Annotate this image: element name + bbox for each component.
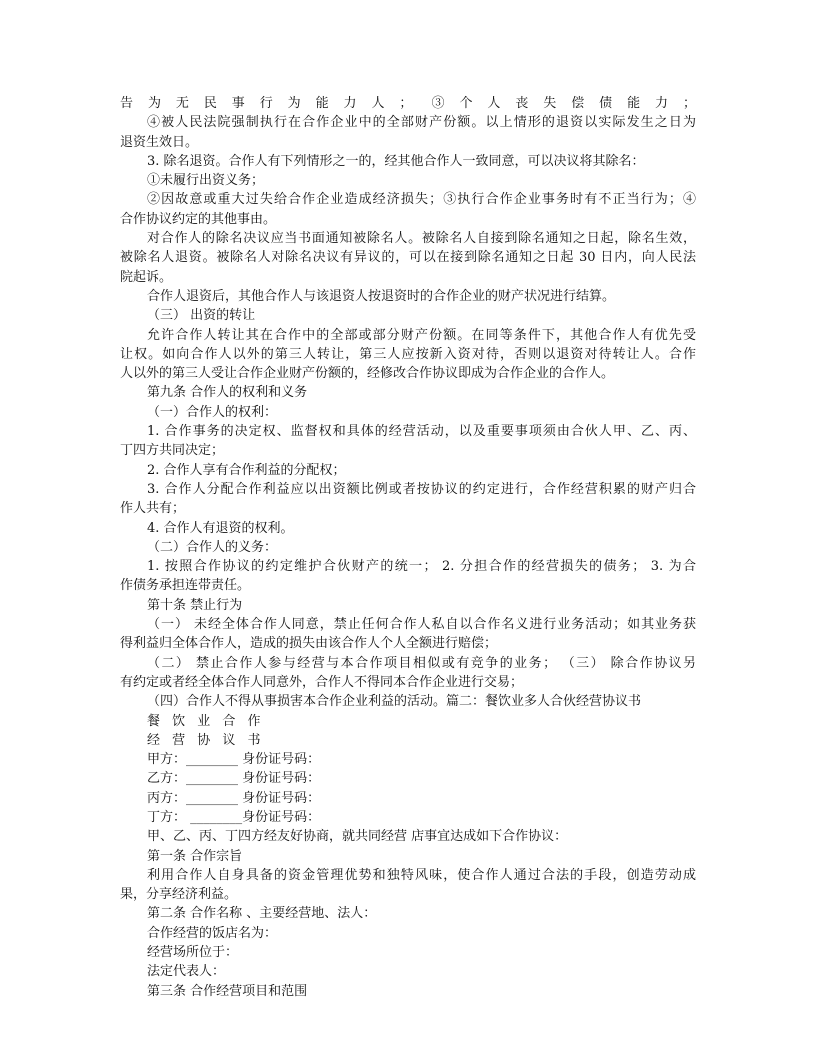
text-line: 4. 合作人有退资的权利。	[147, 520, 294, 536]
text-line: 有约定或者经全体合作人同意外，合作人不得同本合作企业进行交易；	[120, 674, 524, 690]
text-line: 合作协议约定的其他事由。	[120, 211, 277, 227]
document-page	[120, 94, 696, 1001]
text-line: 3. 除名退资。合作人有下列情形之一的，经其他合作人一致同意，可以决议将其除名：	[147, 153, 645, 169]
text-line: 被除名人退资。被除名人对除名决议有异议的，可以在接到除名通知之日起 30 日内，向人民法	[120, 250, 696, 266]
text-line: ④被人民法院强制执行在合作企业中的全部财产份额。以上情形的退资以实际发生之日为	[147, 115, 696, 131]
text-line: （一） 未经全体合作人同意，禁止任何合作人私自以合作名义进行业务活动；如其业务获	[147, 617, 696, 633]
party-line-a: 甲方：________ 身份证号码：	[147, 752, 321, 768]
text-line: 告为无民事行为能力人； ③个人丧失偿债能力；	[120, 96, 696, 111]
article-heading: 第十条 禁止行为	[147, 597, 243, 613]
text-line: 经营场所位于：	[147, 945, 239, 961]
text-line: （二） 禁止合作人参与经营与本合作项目相似或有竞争的业务； （三） 除合作协议另	[147, 655, 696, 671]
text-line: 退资生效日。	[120, 134, 199, 150]
text-line: 合作经营的饭店名为：	[147, 925, 278, 941]
text-line: 对合作人的除名决议应当书面通知被除名人。被除名人自接到除名通知之日起，除名生效，	[147, 231, 696, 247]
party-line-b: 乙方：________ 身份证号码：	[147, 771, 321, 787]
section-heading: （二）合作人的义务：	[147, 539, 278, 555]
article-heading: 第二条 合作名称 、主要经营地、法人：	[147, 906, 377, 922]
text-line: 院起诉。	[120, 269, 173, 285]
text-line: 1. 合作事务的决定权、监督权和具体的经营活动，以及重要事项须由合伙人甲、乙、丙、	[147, 424, 696, 440]
text-line: 丁四方共同决定；	[120, 443, 225, 459]
text-line: ②因故意或重大过失给合作企业造成经济损失；③执行合作企业事务时有不正当行为；④	[147, 192, 696, 208]
text-line: 允许合作人转让其在合作中的全部或部分财产份额。在同等条件下，其他合作人有优先受	[147, 327, 696, 343]
text-line: 3. 合作人分配合作利益应以出资额比例或者按协议的约定进行，合作经营积累的财产归合	[147, 481, 696, 497]
text-line: 作人共有；	[120, 501, 186, 517]
party-line-d: 丁方： ________身份证号码：	[147, 809, 321, 825]
text-line: 2. 合作人享有合作利益的分配权；	[147, 462, 346, 478]
text-line: 得利益归全体合作人，造成的损失由该合作人个人全额进行赔偿；	[120, 636, 498, 652]
text-line: （四）合作人不得从事损害本合作企业利益的活动。篇二：餐饮业多人合伙经营协议书	[147, 694, 642, 710]
text-line: ①未履行出资义务；	[147, 173, 265, 189]
text-line: 果，分享经济利益。	[120, 887, 238, 903]
document-title-line-2: 经 营 协 议 书	[147, 732, 265, 748]
section-heading: （三） 出资的转让	[147, 308, 256, 324]
article-heading: 第三条 合作经营项目和范围	[147, 983, 308, 999]
article-heading: 第一条 合作宗旨	[147, 848, 243, 864]
text-line: 1. 按照合作协议的约定维护合伙财产的统一； 2. 分担合作的经营损失的债务； 3. 为合	[147, 559, 696, 575]
text-line: 合作人退资后，其他合作人与该退资人按退资时的合作企业的财产状况进行结算。	[147, 288, 616, 304]
text-line: 法定代表人：	[147, 964, 226, 980]
document-title-line-1: 餐 饮 业 合 作	[147, 713, 265, 729]
text-line: 甲、乙、丙、丁四方经友好协商，就共同经营 店事宜达成如下合作协议：	[147, 829, 568, 845]
article-heading: 第九条 合作人的权利和义务	[147, 385, 308, 401]
text-line: 让权。如向合作人以外的第三人转让，第三人应按新入资对待，否则以退资对待转让人。合作	[120, 346, 696, 362]
party-line-c: 丙方：________ 身份证号码：	[147, 790, 321, 806]
text-line: 人以外的第三人受让合作企业财产份额的，经修改合作协议即成为合作企业的合作人。	[120, 366, 615, 382]
section-heading: （一）合作人的权利：	[147, 404, 278, 420]
text-line: 利用合作人自身具备的资金管理优势和独特风味，使合作人通过合法的手段，创造劳动成	[147, 867, 696, 883]
text-line: 作债务承担连带责任。	[120, 578, 251, 594]
